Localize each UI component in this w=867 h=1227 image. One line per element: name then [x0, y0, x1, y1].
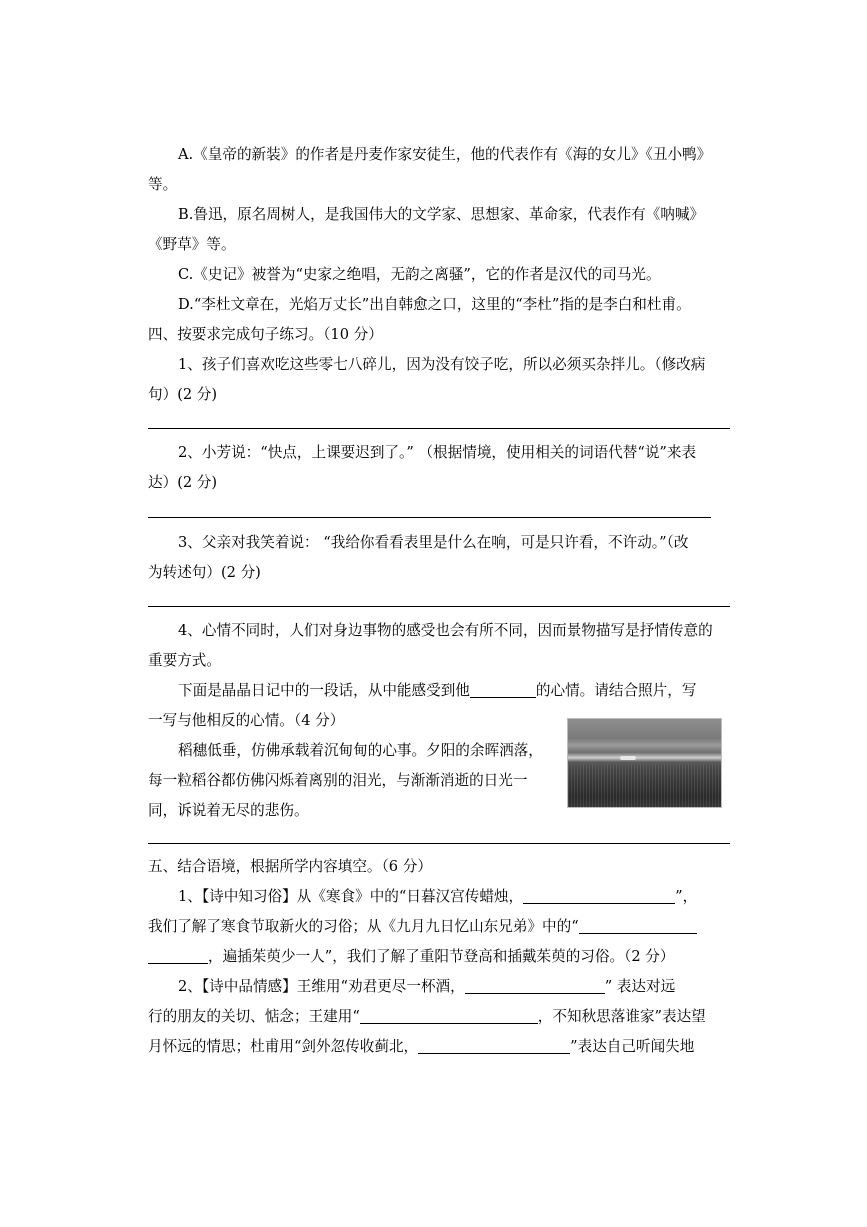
q5-2-line3: [148, 1038, 730, 1056]
diary-passage-line1: 稻穗低垂，仿佛承载着沉甸甸的心事。夕阳的余晖洒落，: [178, 742, 543, 759]
sunset-rice-field-photo: [567, 718, 722, 808]
q5-1-line3: [148, 948, 730, 966]
setting-sun: [620, 756, 636, 760]
q4-1-line2: 句）(2 分): [148, 386, 218, 403]
q5-2-line3-prefix: 月怀远的情思；杜甫用“剑外忽传收蓟北，: [148, 1038, 419, 1055]
q5-2-line1-suffix: ” 表达对远: [604, 978, 676, 995]
option-a-line2: 等。: [148, 176, 178, 193]
q5-1-line2-prefix: 我们了解了寒食节取新火的习俗；从《九月九日忆山东兄弟》中的“: [148, 918, 579, 935]
section4-heading: 四、按要求完成句子练习。（10 分）: [148, 326, 383, 343]
q5-1-line3-suffix: ，遍插茱萸少一人”，我们了解了重阳节登高和插戴茱萸的习俗。（2 分）: [208, 948, 675, 965]
q4-3-line1: 3、父亲对我笑着说： “我给你看看表里是什么在响，可是只许看，不许动。”（改: [178, 534, 689, 551]
q4-4-line3-suffix: 的心情。请结合照片，写: [535, 682, 697, 699]
q5-1-line1-suffix: ”，: [675, 888, 698, 905]
chongyang-poem-blank-part2[interactable]: [148, 948, 208, 964]
option-c: C.《史记》被誉为“史家之绝唱，无韵之离骚”，它的作者是汉代的司马光。: [178, 266, 661, 283]
diary-passage-line3: 同，诉说着无尽的悲伤。: [148, 802, 309, 819]
option-b-line2: 《野草》等。: [148, 236, 236, 253]
q4-2-line2: 达）(2 分): [148, 474, 218, 491]
section5-heading: 五、结合语境，根据所学内容填空。（6 分）: [148, 858, 432, 875]
wangjian-poem-blank[interactable]: [360, 1008, 538, 1024]
q5-2-line2-suffix: ，不知秋思落谁家”表达望: [537, 1008, 706, 1025]
q5-2-line2-prefix: 行的朋友的关切、惦念；王建用“: [148, 1008, 360, 1025]
q4-4-line3-prefix: 下面是晶晶日记中的一段话，从中能感受到他: [178, 682, 470, 699]
q4-4-line2: 重要方式。: [148, 652, 221, 669]
chongyang-poem-blank-part1[interactable]: [579, 918, 697, 934]
q5-2-line3-suffix: ”表达自己听闻失地: [570, 1038, 695, 1055]
wangwei-poem-blank[interactable]: [465, 978, 605, 994]
option-b-line1: B.鲁迅，原名周树人，是我国伟大的文学家、思想家、革命家，代表作有《呐喊》: [178, 206, 705, 223]
q5-1-line2: [148, 918, 730, 936]
rice-field-texture: [568, 765, 721, 807]
q4-1-answer-line[interactable]: [148, 428, 730, 429]
q4-4-line3: [178, 682, 760, 700]
q4-3-line2: 为转述句）(2 分): [148, 564, 261, 581]
q5-2-line1: [178, 978, 760, 996]
q5-2-line2: [148, 1008, 730, 1026]
q4-1-line1: 1、孩子们喜欢吃这些零七八碎儿，因为没有饺子吃，所以必须买杂拌儿。（修改病: [178, 356, 706, 373]
q5-1-line1: [178, 888, 760, 906]
q4-4-line4: 一写与他相反的心情。（4 分）: [148, 712, 345, 729]
dufu-poem-blank[interactable]: [418, 1038, 570, 1054]
option-d: D.“李杜文章在，光焰万丈长”出自韩愈之口，这里的“李杜”指的是李白和杜甫。: [178, 296, 691, 313]
option-a-line1: A.《皇帝的新装》的作者是丹麦作家安徒生，他的代表作有《海的女儿》《丑小鸭》: [178, 146, 712, 163]
q5-1-line1-prefix: 1、【诗中知习俗】从《寒食》中的“日暮汉宫传蜡烛，: [178, 888, 524, 905]
q4-3-answer-line[interactable]: [148, 606, 730, 607]
mood-blank[interactable]: [470, 682, 536, 698]
diary-passage-line2: 每一粒稻谷都仿佛闪烁着离别的泪光，与渐渐消逝的日光一: [148, 772, 528, 789]
q4-2-line1: 2、小芳说：“快点，上课要迟到了。” （根据情境，使用相关的词语代替“说”来表: [178, 444, 697, 461]
q4-2-answer-line[interactable]: [148, 517, 711, 518]
q5-2-line1-prefix: 2、【诗中品情感】王维用“劝君更尽一杯酒，: [178, 978, 465, 995]
q4-4-answer-line[interactable]: [148, 843, 730, 844]
hanshi-poem-blank[interactable]: [523, 888, 675, 904]
q4-4-line1: 4、心情不同时，人们对身边事物的感受也会有所不同，因而景物描写是抒情传意的: [178, 622, 713, 639]
